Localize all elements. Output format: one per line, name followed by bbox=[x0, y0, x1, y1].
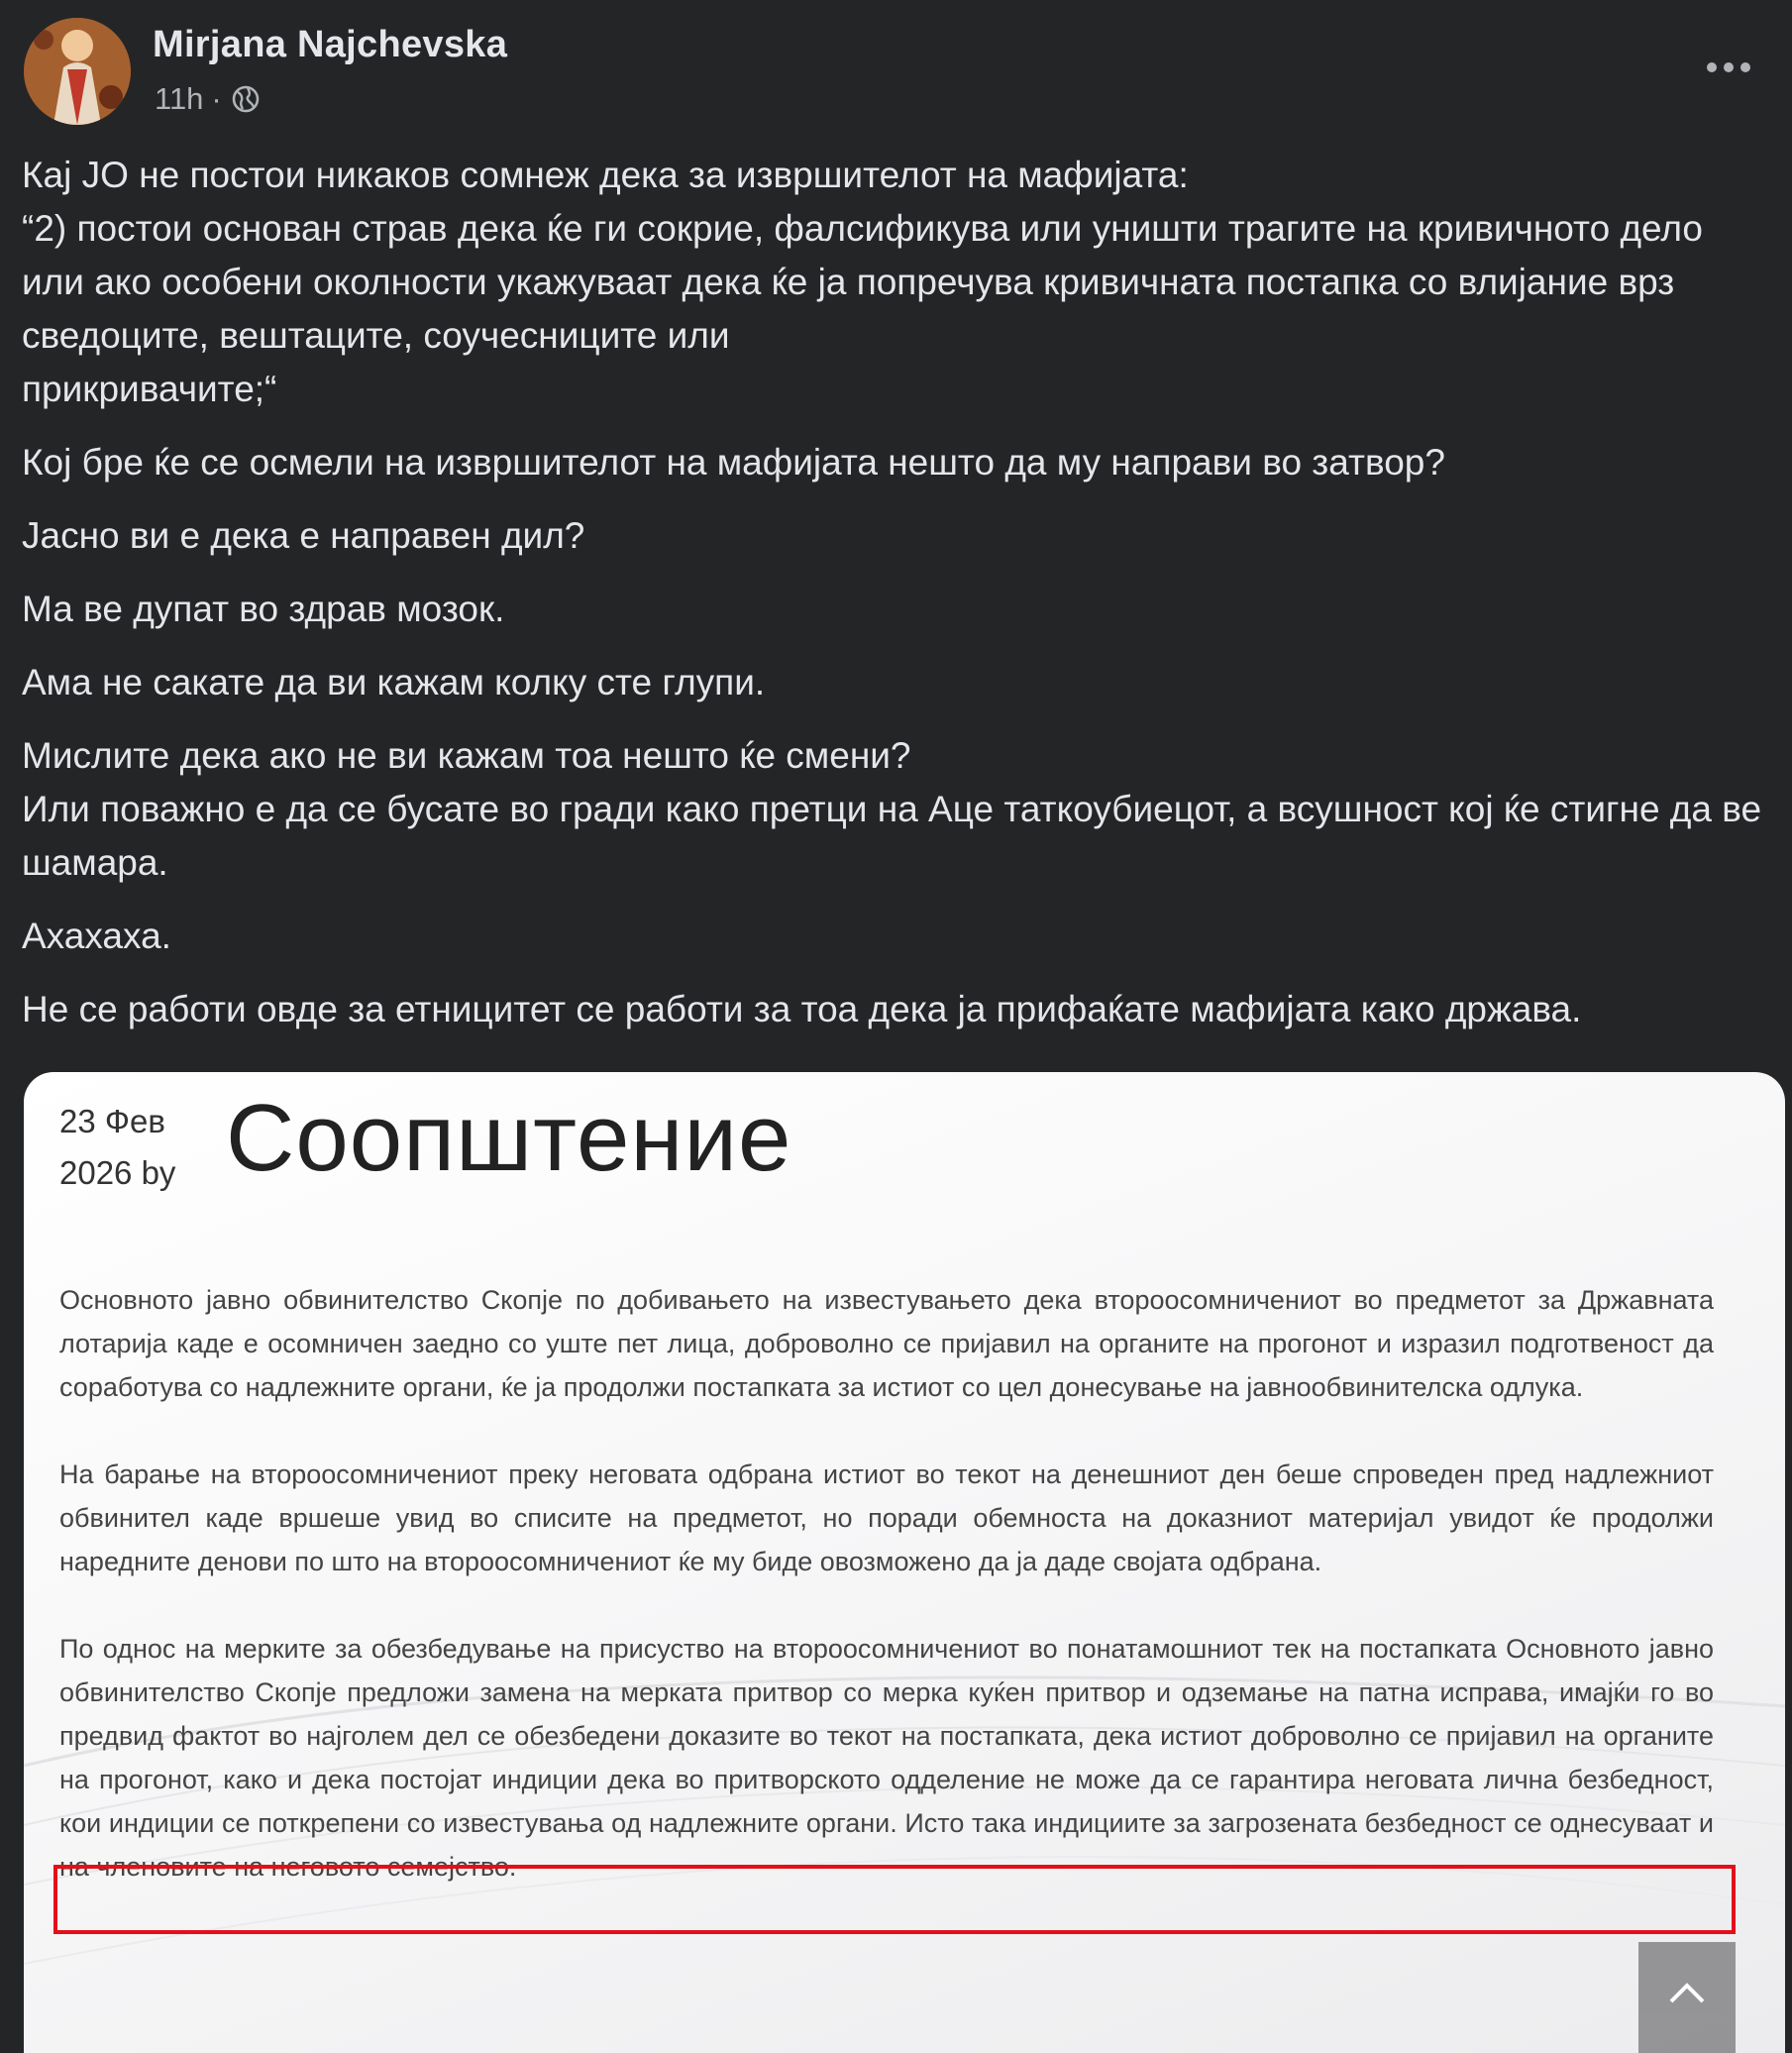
avatar[interactable] bbox=[24, 18, 131, 125]
embedded-screenshot[interactable] bbox=[24, 1072, 1785, 2053]
article-date: 23 Фев 2026 by bbox=[59, 1103, 176, 1191]
article-body bbox=[59, 1278, 1714, 1932]
chevron-up-icon bbox=[1665, 1972, 1709, 2015]
post-paragraph: Ма ве дупат во здрав мозок. bbox=[22, 589, 505, 629]
article-paragraph: Основното јавно обвинителство Скопје по добивањето на известувањето дека второосомничениот во предметот за Државната лотарија каде е осомничен заедно со уште пет лица, доброволно се пријавил на органите на прогонот и изразил подготвеност да соработува со надлежните органи, ќе ја продолжи постапката за истиот со цел донесување на јавнообвинителска одлука. bbox=[59, 1285, 1714, 1402]
scroll-to-top-button[interactable] bbox=[1638, 1942, 1736, 2053]
post-text bbox=[22, 149, 1775, 1056]
post-meta bbox=[155, 81, 262, 117]
avatar-image bbox=[24, 18, 131, 125]
meta-separator: · bbox=[211, 81, 222, 116]
post-paragraph: Ама не сакате да ви кажам колку сте глупи. bbox=[22, 662, 766, 702]
more-options-icon[interactable] bbox=[1697, 44, 1760, 91]
post-paragraph: Кој бре ќе се осмели на извршителот на мафијата нешто да му направи во затвор? bbox=[22, 442, 1445, 483]
author-name[interactable]: Mirjana Najchevska bbox=[153, 24, 508, 65]
globe-icon[interactable] bbox=[230, 83, 262, 115]
article-paragraph: По однос на мерките за обезбедување на присуство на второосомничениот во понатамошниот тек на постапката Основното јавно обвинителство Скопје предложи замена на мерката притвор со мерка куќен притвор и одземање на патна исправа, имајќи го во предвид фактот во најголем дел се обезбедени доказите во текот на постапката, дека истиот доброволно се пријавил на органите на прогонот, како и дека постојат индиции дека во притворското одделение не може да се гарантира неговата лична безбедност, кои индиции се поткрепени со известувања од надлежните органи. Исто така индициите за загрозената безбедност се однесуваат и на членовите на неговото семејство. bbox=[59, 1634, 1714, 1882]
post-paragraph: Не се работи овде за етницитет се работи за тоа дека ја прифаќате мафијата како држава. bbox=[22, 989, 1582, 1029]
post-header bbox=[24, 18, 1768, 129]
post-paragraph: Мислите дека ако не ви кажам тоа нешто ќе смени? Или поважно е да се бусате во гради како претци на Аце таткоубиецот, а всушност кој ќе стигне да ве шамара. bbox=[22, 735, 1762, 883]
article-paragraph: На барање на второосомничениот преку неговата одбрана истиот во текот на денешниот ден беше спроведен пред надлежниот обвинител каде вршеше увид во списите на предметот, но поради обемноста на доказниот материјал увидот ќе продолжи наредните денови по што на второосомничениот ќе му биде овозможено да ја даде својата одбрана. bbox=[59, 1459, 1714, 1576]
post-time[interactable]: 11h bbox=[155, 81, 204, 116]
post-paragraph: Ахахаха. bbox=[22, 916, 171, 956]
post-paragraph: Кај ЈО не постои никаков сомнеж дека за извршителот на мафијата: “2) постои основан страв дека ќе ги сокрие, фалсификува или уништи трагите на кривичното дело или ако особени околности укажуваат дека ќе ја попречува кривичната постапка со влијание врз сведоците, вештаците, соучесниците или прикривачите;“ bbox=[22, 155, 1703, 409]
article-title: Соопштение bbox=[226, 1085, 792, 1191]
post-paragraph: Јасно ви е дека е направен дил? bbox=[22, 515, 585, 556]
